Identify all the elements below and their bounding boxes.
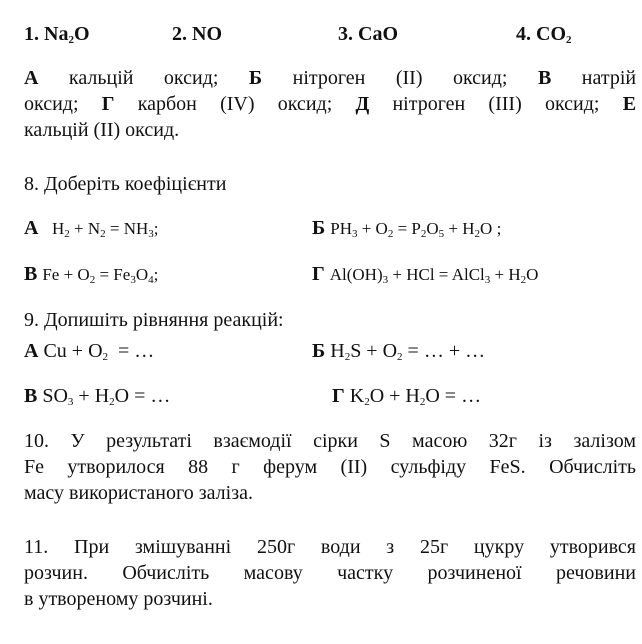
oxide-names-line-1 [24, 65, 636, 91]
q11-line-1: 11. При змішуванні 250г води з 25г цукру утворився [24, 536, 636, 558]
equation: $K_2O + H_2O$ = … [349, 385, 482, 408]
equation: $PH_3 + O_2 = P_2O_5 + H_2O$ ; [330, 219, 502, 240]
option-text: кальцій (II) оксид. [24, 119, 180, 141]
option-text: карбон (IV) оксид; [137, 93, 333, 115]
formula-number: 4. [516, 23, 531, 45]
formula-4 [516, 22, 572, 46]
formula-text: Na [44, 23, 69, 45]
formula-number: 2. [172, 23, 187, 45]
equation: $H_2 + N_2 = NH_3$; [43, 219, 159, 240]
q11-line-3: в утвореному розчині. [24, 588, 213, 610]
option-label: Е [622, 93, 637, 115]
q8-eq-g [312, 262, 538, 287]
q8-eq-a [24, 216, 159, 241]
q10-text [24, 428, 636, 506]
option-label: А [24, 340, 39, 362]
option-text: нітроген (III) оксид; [392, 93, 600, 115]
q11-text [24, 534, 636, 612]
option-label: В [24, 385, 38, 407]
q9-eq-g [332, 384, 481, 408]
q10-line-2: Fe утворилося 88 г ферум (II) сульфіду FeS. Обчисліть [24, 456, 636, 478]
formula-2 [172, 22, 222, 46]
q9-eq-a [24, 339, 154, 363]
option-text: оксид; [24, 93, 79, 115]
formula-text: CaO [358, 23, 398, 45]
equation: $Fe + O_2 = Fe_3O_4$; [42, 265, 159, 286]
formula-subscript: 2 [566, 34, 572, 46]
q10-line-3: масу використаного заліза. [24, 482, 253, 504]
q9-eq-v [24, 384, 170, 408]
q8-eq-v [24, 262, 158, 287]
oxide-names [24, 65, 636, 143]
equation: $SO_3 + H_2O$ = … [42, 385, 171, 408]
formula-number: 3. [338, 23, 353, 45]
option-label: Г [332, 385, 345, 407]
equation: $H_2S + O_2$ = … + … [330, 340, 486, 363]
option-label: Д [355, 93, 370, 115]
oxide-names-line-3 [24, 117, 636, 143]
q8-title: 8. Доберіть коефіцієнти [24, 173, 227, 195]
q10-line-1: 10. У результаті взаємодії сірки S масою 32г із залізом [24, 430, 636, 452]
option-label: Г [101, 93, 115, 115]
oxide-names-line-2 [24, 91, 636, 117]
option-text: натрій [581, 67, 637, 89]
option-text: нітроген (II) оксид; [292, 67, 508, 89]
option-label: В [24, 263, 38, 285]
option-label: А [24, 217, 39, 239]
formula-1 [24, 22, 90, 46]
option-label: Б [248, 67, 263, 89]
q11-line-2: розчин. Обчисліть масову частку розчиненої речовини [24, 562, 636, 584]
formula-number: 1. [24, 23, 39, 45]
option-label: Б [312, 217, 326, 239]
formula-3 [338, 22, 398, 46]
q8-eq-b [312, 216, 501, 241]
option-label: Г [312, 263, 325, 285]
option-label: В [537, 67, 552, 89]
formula-subscript: 2 [68, 34, 74, 46]
equation: $Al(OH)_3$ + HCl = AlCl$_3$ + $H_2O$ [329, 265, 539, 286]
option-label: Б [312, 340, 326, 362]
formula-text: O [73, 23, 90, 45]
option-label: А [24, 67, 39, 89]
q9-title: 9. Допишіть рівняння реакцій: [24, 309, 284, 331]
formula-text: NO [192, 23, 222, 45]
q9-eq-b [312, 339, 485, 363]
formula-text: CO [536, 23, 566, 45]
option-text: кальцій оксид; [68, 67, 219, 89]
equation: $Cu + O_2$ = … [43, 340, 155, 363]
